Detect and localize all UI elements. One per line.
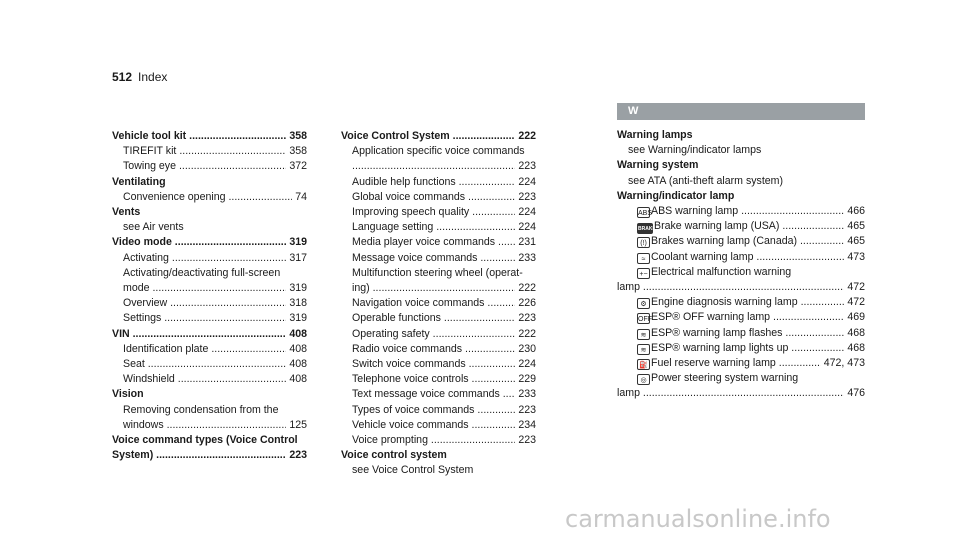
entry-label: Engine diagnosis warning lamp xyxy=(651,296,798,309)
entry-label: Overview xyxy=(123,297,168,310)
index-entry xyxy=(112,251,307,266)
esp-icon: ≋ xyxy=(637,344,650,355)
page-reference[interactable]: 223 xyxy=(518,190,536,203)
entry-text xyxy=(112,206,140,218)
letter-heading: W xyxy=(617,103,865,120)
entry-label: Telephone voice controls xyxy=(352,373,469,386)
entry-label: Convenience opening xyxy=(123,190,226,203)
index-entry xyxy=(341,311,536,326)
index-entry xyxy=(112,159,307,174)
index-entry xyxy=(341,266,536,281)
entry-text xyxy=(352,327,515,342)
entry-label: ABS warning lamp xyxy=(651,205,739,218)
entry-text xyxy=(352,159,515,174)
entry-text xyxy=(352,464,473,476)
page-reference[interactable]: 222 xyxy=(518,327,536,340)
page-reference[interactable]: 472 xyxy=(847,296,865,309)
entry-label: ESP® warning lamp lights up xyxy=(651,341,789,354)
entry-label: Activating/deactivating full-screen xyxy=(123,266,281,279)
entry-label: Voice Control System xyxy=(341,130,450,142)
entry-label: Voice control system xyxy=(341,449,447,462)
entry-label: mode xyxy=(123,282,150,295)
entry-label: Vehicle voice commands xyxy=(352,418,469,431)
page-reference[interactable]: 74 xyxy=(295,190,307,203)
entry-label: Operating safety xyxy=(352,327,430,340)
index-column-3 xyxy=(617,105,865,402)
page-reference[interactable]: 473 xyxy=(847,250,865,263)
entry-text xyxy=(637,372,798,384)
entry-text xyxy=(637,250,844,265)
entry-text xyxy=(123,281,286,296)
entry-label: Seat xyxy=(123,358,145,371)
entry-text xyxy=(112,434,298,446)
index-entry xyxy=(617,234,865,249)
index-entry xyxy=(341,327,536,342)
index-entry xyxy=(341,296,536,311)
index-heading xyxy=(112,387,307,402)
entry-text xyxy=(352,311,515,326)
index-entry xyxy=(617,310,865,325)
entry-text xyxy=(617,280,844,295)
index-heading xyxy=(112,129,307,144)
page-reference[interactable]: 468 xyxy=(847,326,865,339)
index-heading xyxy=(341,129,536,144)
entry-label: Switch voice commands xyxy=(352,358,466,371)
entry-text xyxy=(637,356,821,371)
entry-label: Removing condensation from the xyxy=(123,403,279,416)
entry-text xyxy=(112,235,286,250)
entry-text xyxy=(123,372,286,387)
entry-label: see Air vents xyxy=(123,221,184,234)
entry-text xyxy=(112,388,144,400)
page-reference[interactable]: 224 xyxy=(518,175,536,188)
entry-label: Settings xyxy=(123,312,162,325)
entry-text xyxy=(352,251,515,266)
index-heading xyxy=(341,448,536,463)
entry-text xyxy=(637,204,844,219)
index-heading xyxy=(617,128,865,143)
index-entry xyxy=(112,357,307,372)
page-reference[interactable]: 230 xyxy=(518,342,536,355)
entry-label: Brake warning lamp (USA) xyxy=(654,220,780,233)
entry-label: Operable functions xyxy=(352,312,441,325)
page-reference[interactable]: 476 xyxy=(847,387,865,400)
entry-label: Electrical malfunction warning xyxy=(651,265,792,278)
entry-text xyxy=(637,266,791,278)
index-entry xyxy=(617,326,865,341)
page-reference[interactable]: 233 xyxy=(518,388,536,401)
entry-text xyxy=(123,267,280,279)
index-entry xyxy=(341,372,536,387)
entry-label: Vents xyxy=(112,206,141,219)
page-reference[interactable]: 358 xyxy=(289,130,307,142)
index-heading xyxy=(112,433,307,448)
entry-label: lamp xyxy=(617,387,640,400)
index-heading xyxy=(112,235,307,250)
entry-label: ESP® OFF warning lamp xyxy=(651,311,771,324)
index-entry xyxy=(617,280,865,295)
page-reference[interactable]: 224 xyxy=(518,358,536,371)
index-entry xyxy=(341,190,536,205)
engine-icon: ⚙ xyxy=(637,298,650,309)
index-entry xyxy=(112,342,307,357)
page-reference[interactable]: 222 xyxy=(518,282,536,295)
entry-label: Towing eye xyxy=(123,160,176,173)
entry-label: see ATA (anti-theft alarm system) xyxy=(628,174,784,187)
entry-label: Warning lamps xyxy=(617,129,693,141)
entry-label: Warning system xyxy=(617,159,699,172)
entry-text xyxy=(123,404,278,416)
entry-text xyxy=(352,433,515,448)
entry-label: Message voice commands xyxy=(352,251,478,264)
brake-icon: BRAKE xyxy=(637,223,653,234)
page-reference[interactable]: 223 xyxy=(518,434,536,447)
entry-text xyxy=(637,310,844,325)
entry-text xyxy=(637,219,844,234)
esp-icon: ≋ xyxy=(637,329,650,340)
entry-label: Video mode xyxy=(112,236,172,249)
entry-text xyxy=(123,357,286,372)
index-entry xyxy=(341,281,536,296)
entry-label: Fuel reserve warning lamp xyxy=(651,357,776,370)
entry-label: Identification plate xyxy=(123,342,209,355)
entry-text xyxy=(617,129,693,141)
entry-label: Text message voice commands xyxy=(352,388,500,401)
page-reference[interactable]: 472 xyxy=(847,281,865,294)
index-entry xyxy=(617,204,865,219)
page-reference[interactable]: 319 xyxy=(289,282,307,295)
page-reference[interactable]: 358 xyxy=(289,145,307,158)
entry-label: Improving speech quality xyxy=(352,206,470,219)
entry-text xyxy=(617,386,844,401)
entry-text xyxy=(617,190,734,202)
entry-text xyxy=(123,418,286,433)
entry-text xyxy=(123,190,292,205)
entry-text xyxy=(637,326,844,341)
page-reference[interactable]: 408 xyxy=(289,373,307,386)
index-entry xyxy=(617,250,865,265)
index-entry xyxy=(617,143,865,158)
page-reference[interactable]: 318 xyxy=(289,297,307,310)
entry-text xyxy=(123,251,286,266)
index-entry xyxy=(341,357,536,372)
page-reference[interactable]: 234 xyxy=(518,418,536,431)
entry-text xyxy=(628,175,783,187)
page-reference[interactable]: 233 xyxy=(518,251,536,264)
index-entry xyxy=(341,403,536,418)
entry-label: Language setting xyxy=(352,221,434,234)
page-reference[interactable]: 229 xyxy=(518,373,536,386)
entry-text xyxy=(352,235,515,250)
entry-text xyxy=(112,327,286,342)
index-entry xyxy=(617,219,865,234)
index-column-1 xyxy=(112,129,307,463)
esp-off-icon: OFF xyxy=(637,313,650,324)
entry-text xyxy=(352,281,515,296)
entry-text xyxy=(628,144,761,156)
page-reference[interactable]: 468 xyxy=(847,341,865,354)
index-entry xyxy=(112,311,307,326)
index-entry xyxy=(112,266,307,281)
page-reference[interactable]: 372 xyxy=(289,160,307,173)
entry-text xyxy=(123,311,286,326)
page-reference[interactable]: 408 xyxy=(289,342,307,355)
entry-text xyxy=(637,341,844,356)
index-entry xyxy=(341,463,536,478)
entry-label: lamp xyxy=(617,281,640,294)
entry-label: windows xyxy=(123,418,164,431)
index-entry xyxy=(112,403,307,418)
page-reference[interactable]: 317 xyxy=(289,251,307,264)
page-reference[interactable]: 408 xyxy=(289,358,307,371)
index-entry xyxy=(341,433,536,448)
entry-label: Vehicle tool kit xyxy=(112,130,187,142)
index-entry xyxy=(341,418,536,433)
entry-label: System) xyxy=(112,449,154,462)
entry-text xyxy=(341,129,515,144)
index-entry xyxy=(617,371,865,386)
index-entry xyxy=(341,144,536,159)
index-entry xyxy=(617,295,865,310)
index-heading xyxy=(617,189,865,204)
entry-label: ESP® warning lamp flashes xyxy=(651,326,783,339)
entry-label: Activating xyxy=(123,251,169,264)
entry-text xyxy=(352,418,515,433)
entry-text xyxy=(352,190,515,205)
abs-icon: ABS xyxy=(637,207,650,218)
page-reference[interactable]: 222 xyxy=(518,130,536,142)
entry-label: Application specific voice commands xyxy=(352,145,525,158)
entry-label: Global voice commands xyxy=(352,190,466,203)
entry-text xyxy=(352,357,515,372)
index-entry xyxy=(341,342,536,357)
entry-label: see Voice Control System xyxy=(352,464,474,477)
index-entry xyxy=(112,281,307,296)
entry-label: VIN xyxy=(112,327,130,340)
entry-label: see Warning/indicator lamps xyxy=(628,144,762,157)
entry-text xyxy=(352,342,515,357)
entry-text xyxy=(617,159,698,171)
entry-text xyxy=(637,295,844,310)
entry-text xyxy=(123,342,286,357)
entry-label: Windshield xyxy=(123,373,175,386)
index-heading xyxy=(112,175,307,190)
entry-text xyxy=(112,129,286,144)
page-reference[interactable]: 223 xyxy=(518,160,536,173)
entry-label: Voice prompting xyxy=(352,434,428,447)
entry-label: Radio voice commands xyxy=(352,342,463,355)
entry-label: Vision xyxy=(112,388,144,401)
entry-text xyxy=(123,221,184,233)
index-entry xyxy=(112,144,307,159)
page-header xyxy=(112,70,167,84)
index-entry xyxy=(341,387,536,402)
index-entry xyxy=(341,205,536,220)
page-reference[interactable]: 469 xyxy=(847,311,865,324)
brake-circle-icon: (!) xyxy=(637,237,650,248)
entry-label: TIREFIT kit xyxy=(123,145,177,158)
index-entry xyxy=(617,386,865,401)
page-reference[interactable]: 466 xyxy=(847,205,865,218)
page-reference[interactable]: 231 xyxy=(518,236,536,249)
index-heading xyxy=(112,205,307,220)
index-entry xyxy=(112,220,307,235)
page-reference[interactable]: 226 xyxy=(518,297,536,310)
index-entry xyxy=(617,174,865,189)
index-heading xyxy=(112,448,307,463)
page-reference[interactable]: 223 xyxy=(289,449,307,462)
index-entry xyxy=(341,235,536,250)
entry-label: Ventilating xyxy=(112,175,166,188)
entry-text xyxy=(123,296,286,311)
page-reference[interactable]: 319 xyxy=(289,236,307,249)
steering-icon: ◎ xyxy=(637,374,650,385)
page-reference[interactable]: 223 xyxy=(518,312,536,325)
entry-text xyxy=(352,403,515,418)
index-entry xyxy=(112,190,307,205)
entry-text xyxy=(352,220,515,235)
entry-text xyxy=(123,144,286,159)
entry-text xyxy=(112,448,286,463)
entry-text xyxy=(352,372,515,387)
index-heading xyxy=(112,327,307,342)
entry-text xyxy=(352,175,515,190)
entry-text xyxy=(123,159,286,174)
entry-label: Audible help functions xyxy=(352,175,456,188)
index-entry xyxy=(341,251,536,266)
entry-label: Voice command types (Voice Control xyxy=(112,434,298,447)
page-reference[interactable]: 472, 473 xyxy=(823,357,865,370)
entry-label: Navigation voice commands xyxy=(352,297,485,310)
page-reference[interactable]: 465 xyxy=(847,220,865,233)
entry-label: Brakes warning lamp (Canada) xyxy=(651,235,798,248)
page-reference[interactable]: 465 xyxy=(847,235,865,248)
entry-text xyxy=(352,145,525,157)
index-heading xyxy=(617,158,865,173)
entry-text xyxy=(112,176,166,188)
entry-text xyxy=(341,449,447,461)
entry-text xyxy=(352,205,515,220)
coolant-icon: ≈ xyxy=(637,253,650,264)
watermark: carmanualsonline.info xyxy=(565,505,831,533)
battery-icon: +− xyxy=(637,268,650,279)
index-entry xyxy=(341,220,536,235)
page-number: 512 xyxy=(112,70,133,84)
entry-label: Media player voice commands xyxy=(352,236,496,249)
entry-text xyxy=(637,234,844,249)
entry-label: Power steering system warning xyxy=(651,372,799,385)
index-entry xyxy=(617,356,865,371)
fuel-icon: ⛽ xyxy=(637,359,650,370)
page-reference[interactable]: 125 xyxy=(289,418,307,431)
entry-label: Coolant warning lamp xyxy=(651,250,754,263)
index-entry xyxy=(617,341,865,356)
index-entry xyxy=(112,296,307,311)
entry-label: Multifunction steering wheel (operat- xyxy=(352,266,523,279)
entry-text xyxy=(352,267,523,279)
section-title: Index xyxy=(138,70,168,84)
entry-text xyxy=(352,387,515,402)
entry-label: Warning/indicator lamp xyxy=(617,189,735,202)
entry-label: Types of voice commands xyxy=(352,403,475,416)
page-reference[interactable]: 319 xyxy=(289,312,307,325)
index-entry xyxy=(112,372,307,387)
page-reference[interactable]: 224 xyxy=(518,221,536,234)
entry-text xyxy=(352,296,515,311)
page-reference[interactable]: 223 xyxy=(518,403,536,416)
index-entry xyxy=(341,175,536,190)
page-reference[interactable]: 224 xyxy=(518,206,536,219)
index-entry xyxy=(341,159,536,174)
entry-label: ing) xyxy=(352,282,370,295)
index-column-2 xyxy=(341,129,536,479)
index-entry xyxy=(112,418,307,433)
page-reference[interactable]: 408 xyxy=(289,327,307,340)
index-entry xyxy=(617,265,865,280)
